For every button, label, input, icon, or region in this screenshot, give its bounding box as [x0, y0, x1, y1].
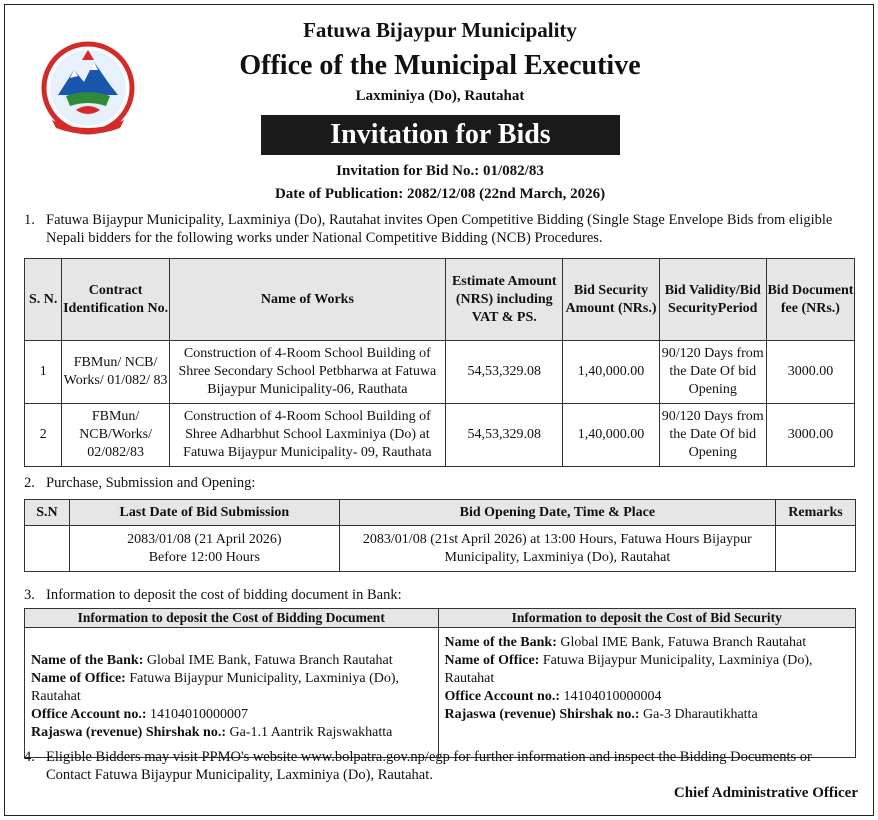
table-cell: 2 [25, 404, 62, 467]
bank-label: Name of the Bank: [31, 653, 144, 668]
column-header: Bid Security Amount (NRs.) [563, 259, 659, 341]
table-cell: 2083/01/08 (21 April 2026) Before 12:00 Hours [69, 526, 339, 572]
account-value: 14104010000007 [149, 707, 248, 722]
bank-value: Global IME Bank, Fatuwa Branch Rautahat [146, 653, 393, 668]
rajaswa-value: Ga-3 Dharautikhatta [642, 707, 758, 722]
account-label: Office Account no.: [31, 707, 147, 722]
table-header-row [25, 609, 856, 628]
table-cell: 1 [25, 341, 62, 404]
column-header: Bid Validity/Bid SecurityPeriod [659, 259, 766, 341]
table-cell: Construction of 4-Room School Building of Shree Adharbhut School Laxminiya (Do) at Fatuwa Bijaypur Municipality- 09, Rauthata [169, 404, 445, 467]
bank-line [31, 652, 432, 670]
account-line [445, 688, 850, 706]
table-row [25, 341, 855, 404]
table-header-row [25, 500, 856, 526]
section-text: Eligible Bidders may visit PPMO's website www.bolpatra.gov.np/egp for further information and inspect the Bidding Documents or Contact Fatuwa Bijaypur Municipality, Laxminiya (Do), Rautahat. [46, 749, 812, 783]
section-text: Purchase, Submission and Opening: [46, 475, 256, 491]
table-cell [776, 526, 856, 572]
section-2 [24, 474, 859, 492]
table-cell: 90/120 Days from the Date Of bid Opening [659, 341, 766, 404]
table-cell: 54,53,329.08 [446, 404, 563, 467]
schedule-table [24, 499, 856, 572]
bank-value: Global IME Bank, Fatuwa Branch Rautahat [560, 635, 807, 650]
bank-line [445, 634, 850, 652]
section-number: 1. [24, 212, 35, 228]
account-line [31, 706, 432, 724]
rajaswa-line [445, 706, 850, 724]
table-cell: 90/120 Days from the Date Of bid Opening [659, 404, 766, 467]
column-header: Estimate Amount (NRS) including VAT & PS. [446, 259, 563, 341]
section-text: Information to deposit the cost of bidding document in Bank: [46, 587, 402, 603]
nepal-government-emblem-icon [40, 40, 136, 140]
bidding-document-bank-info [25, 628, 439, 758]
rajaswa-line [31, 724, 432, 742]
table-cell: FBMun/ NCB/Works/ 02/082/83 [62, 404, 169, 467]
column-header: Contract Identification No. [62, 259, 169, 341]
table-cell: 2083/01/08 (21st April 2026) at 13:00 Hours, Fatuwa Hours Bijaypur Municipality, Laxminiya (Do), Rautahat [339, 526, 775, 572]
table-header-row [25, 259, 855, 341]
section-1 [24, 211, 859, 247]
rajaswa-label: Rajaswa (revenue) Shirshak no.: [31, 725, 226, 740]
table-cell: Construction of 4-Room School Building of Shree Secondary School Petbharwa at Fatuwa Bijaypur Municipality-06, Rauthata [169, 341, 445, 404]
table-row [25, 628, 856, 758]
office-label: Name of Office: [31, 671, 126, 686]
office-value: Fatuwa Bijaypur Municipality, Laxminiya (Do), Rautahat [31, 671, 400, 704]
account-label: Office Account no.: [444, 689, 560, 704]
rajaswa-label: Rajaswa (revenue) Shirshak no.: [444, 707, 640, 722]
column-header: S.N [25, 500, 70, 526]
bank-label: Name of the Bank: [444, 635, 557, 650]
table-row [25, 526, 856, 572]
column-header: S. N. [25, 259, 62, 341]
bid-number: Invitation for Bid No.: 01/082/83 [336, 163, 544, 179]
column-header: Last Date of Bid Submission [69, 500, 339, 526]
table-cell: 54,53,329.08 [446, 341, 563, 404]
bank-info-table [24, 608, 856, 758]
table-cell: FBMun/ NCB/ Works/ 01/082/ 83 [62, 341, 169, 404]
section-4 [24, 748, 859, 784]
invitation-banner: Invitation for Bids [261, 115, 620, 155]
section-3 [24, 586, 859, 604]
table-row [25, 404, 855, 467]
table-cell: 3000.00 [766, 404, 854, 467]
section-text: Fatuwa Bijaypur Municipality, Laxminiya (Do), Rautahat invites Open Competitive Bidding (Single Stage Envelope Bids from eligible Nepali bidders for the following works under National Competitive Bidding (NCB) Procedures. [46, 212, 833, 246]
section-number: 2. [24, 475, 35, 491]
office-line [31, 670, 432, 706]
account-value: 14104010000004 [563, 689, 662, 704]
column-header: Information to deposit the Cost of Bid Security [438, 609, 856, 628]
column-header: Bid Document fee (NRs.) [766, 259, 854, 341]
office-address: Laxminiya (Do), Rautahat [355, 88, 525, 104]
column-header: Name of Works [169, 259, 445, 341]
section-number: 4. [24, 749, 35, 765]
publication-date: Date of Publication: 2082/12/08 (22nd March, 2026) [274, 186, 606, 202]
section-number: 3. [24, 587, 35, 603]
table-cell [25, 526, 70, 572]
office-value: Fatuwa Bijaypur Municipality, Laxminiya (Do), Rautahat [444, 653, 813, 686]
rajaswa-value: Ga-1.1 Aantrik Rajswakhatta [229, 725, 393, 740]
office-label: Name of Office: [444, 653, 540, 668]
municipality-name: Fatuwa Bijaypur Municipality [303, 18, 577, 42]
table-cell: 1,40,000.00 [563, 404, 659, 467]
works-table [24, 258, 855, 467]
office-line [445, 652, 850, 688]
office-title: Office of the Municipal Executive [239, 50, 641, 81]
column-header: Bid Opening Date, Time & Place [339, 500, 775, 526]
bid-security-bank-info [438, 628, 856, 758]
column-header: Information to deposit the Cost of Bidding Document [25, 609, 439, 628]
table-cell: 3000.00 [766, 341, 854, 404]
signature-title: Chief Administrative Officer [673, 785, 858, 801]
column-header: Remarks [776, 500, 856, 526]
table-cell: 1,40,000.00 [563, 341, 659, 404]
